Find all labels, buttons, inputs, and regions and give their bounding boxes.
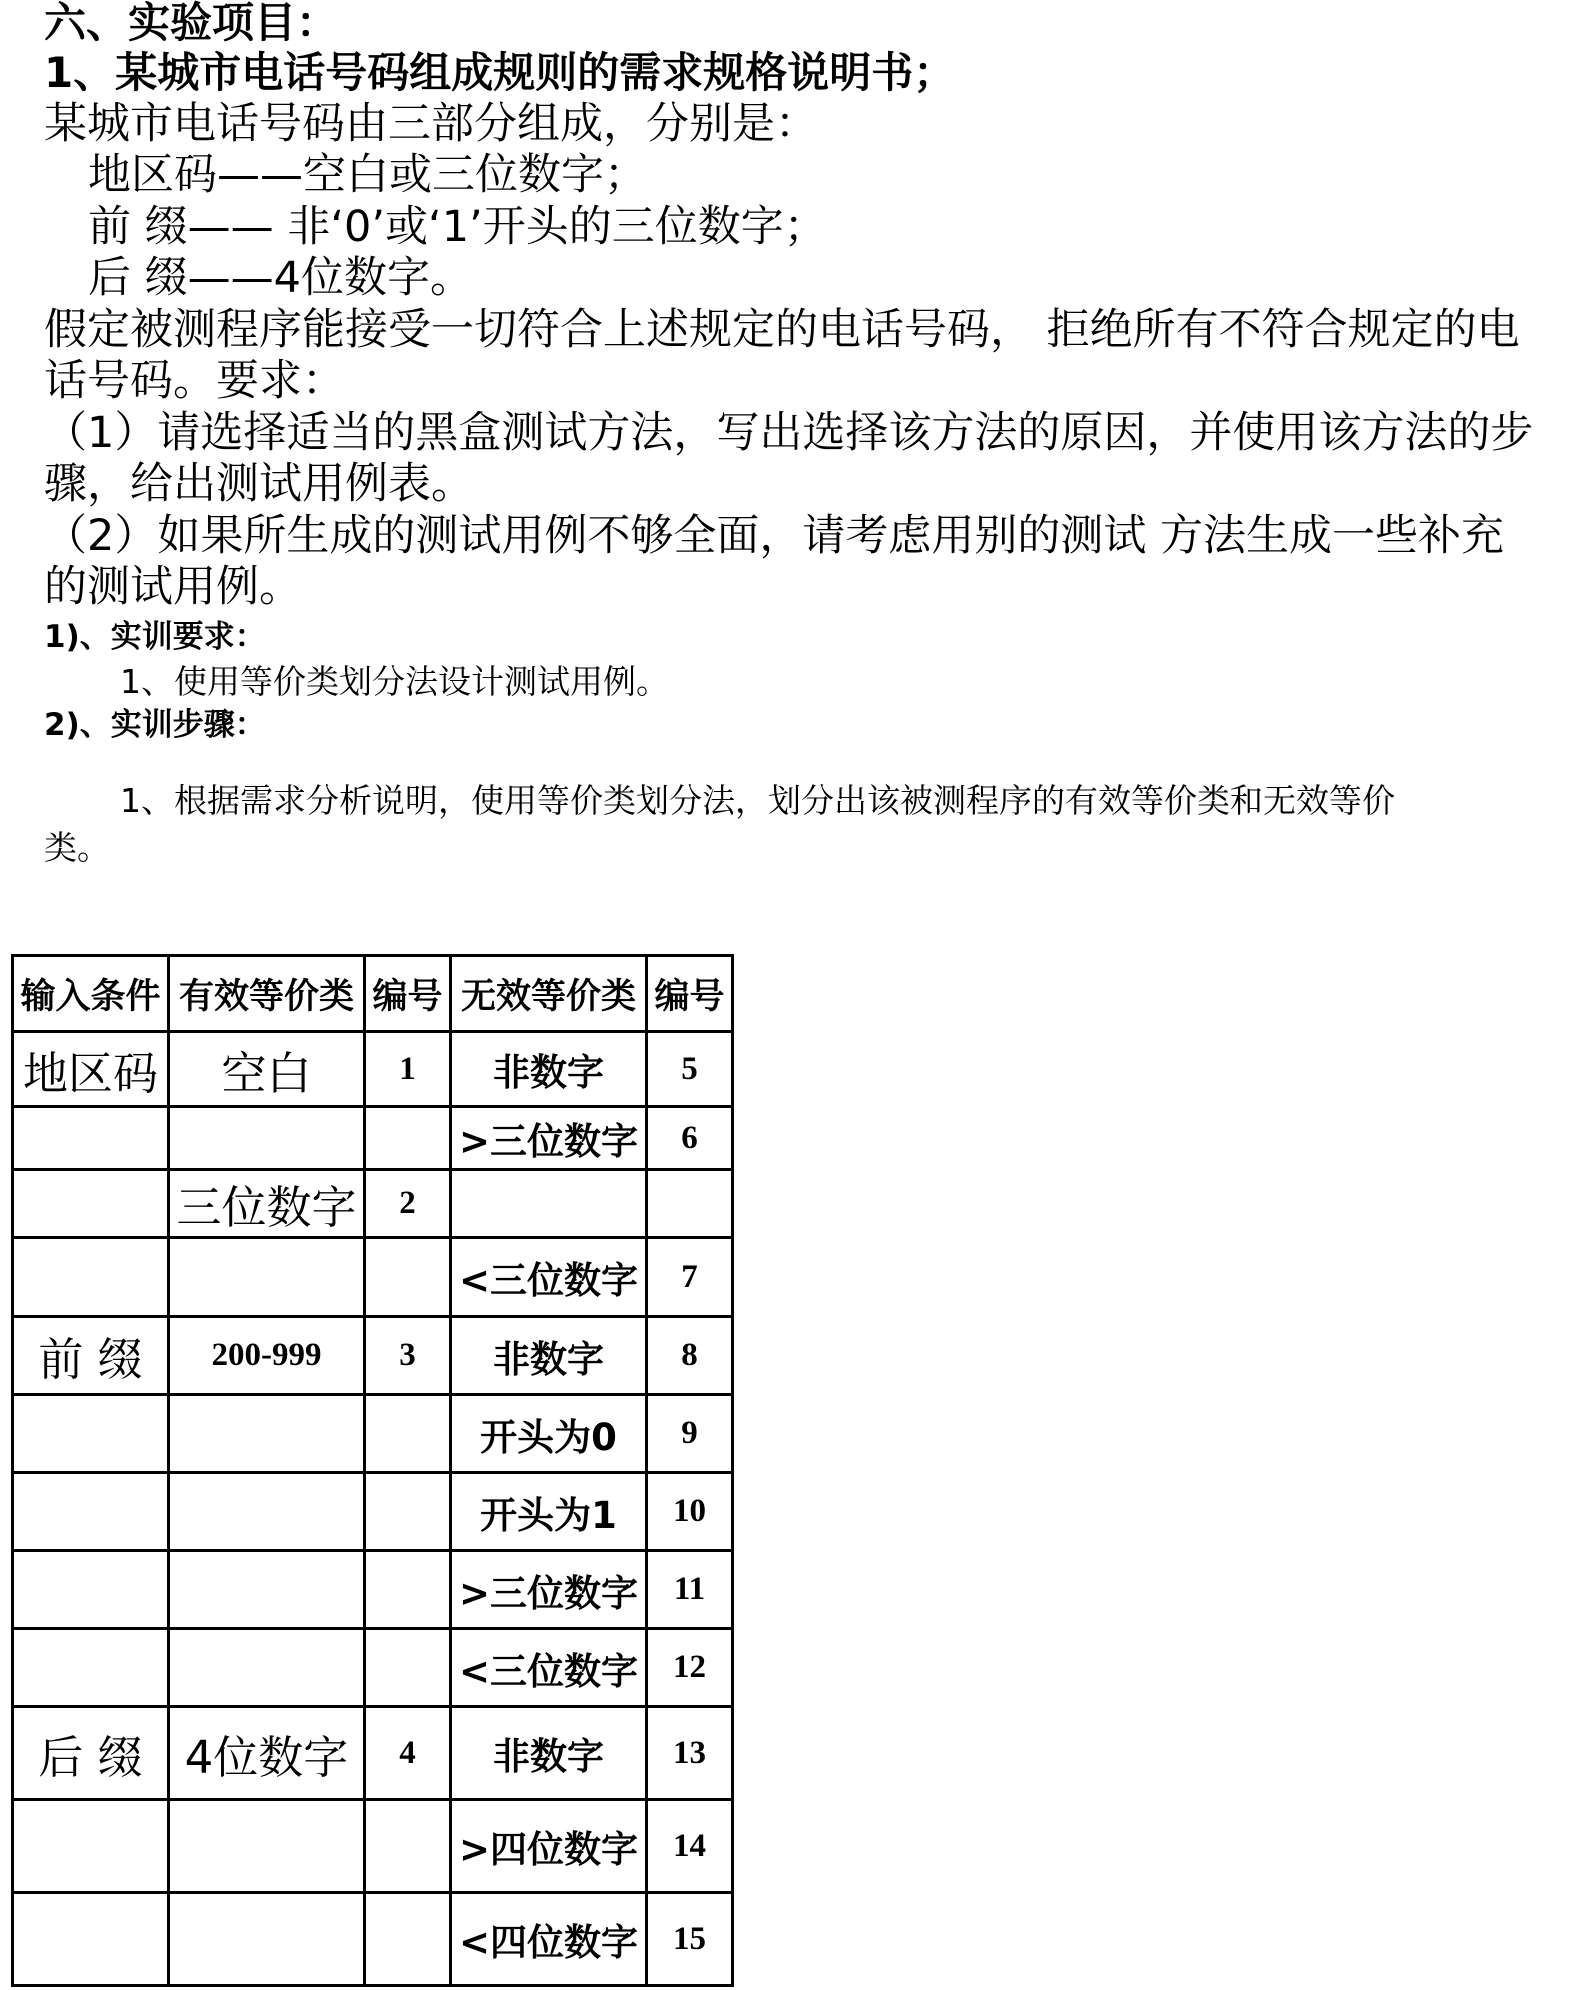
paragraph-line: 骤，给出测试用例表。 [44,459,474,509]
valid-class-cell: 4位数字 [169,1707,365,1800]
invalid-id-cell: 13 [647,1707,733,1800]
paragraph-line: 假定被测程序能接受一切符合上述规定的电话号码， 拒绝所有不符合规定的电 [44,305,1520,355]
paragraph-line: 话号码。要求： [44,356,345,406]
equivalence-class-table [11,954,734,1987]
paragraph-line: （2）如果所生成的测试用例不够全面，请考虑用别的测试 方法生成一些补充 [44,511,1505,561]
condition-cell [13,1551,169,1629]
valid-class-cell [169,1800,365,1893]
invalid-id-cell: 14 [647,1800,733,1893]
valid-class-cell [169,1551,365,1629]
training-steps-item: 1、根据需求分析说明，使用等价类划分法，划分出该被测程序的有效等价类和无效等价 [120,781,1395,820]
paragraph-line: 某城市电话号码由三部分组成，分别是： [44,99,818,149]
invalid-id-cell: 15 [647,1893,733,1986]
valid-class-cell [169,1238,365,1317]
valid-class-cell [169,1629,365,1707]
training-requirements-item: 1、使用等价类划分法设计测试用例。 [120,662,669,701]
invalid-class-cell: 非数字 [451,1032,647,1107]
condition-cell [13,1800,169,1893]
invalid-id-cell: 7 [647,1238,733,1317]
header-valid-class: 有效等价类 [169,956,365,1032]
valid-id-cell: 3 [365,1317,451,1395]
condition-cell [13,1107,169,1170]
condition-cell [13,1629,169,1707]
valid-class-cell [169,1395,365,1473]
valid-id-cell [365,1238,451,1317]
table-row [13,1629,733,1707]
header-invalid-class: 无效等价类 [451,956,647,1032]
table-row [13,1395,733,1473]
invalid-class-cell: >三位数字 [451,1107,647,1170]
invalid-class-cell: 开头为1 [451,1473,647,1551]
valid-id-cell [365,1395,451,1473]
section-heading: 六、实验项目： [44,0,339,47]
table-row [13,1032,733,1107]
invalid-id-cell: 8 [647,1317,733,1395]
valid-id-cell [365,1893,451,1986]
valid-class-cell [169,1473,365,1551]
header-invalid-id: 编号 [647,956,733,1032]
invalid-class-cell: >三位数字 [451,1551,647,1629]
paragraph-line: 地区码——空白或三位数字； [88,150,647,200]
table-row [13,1551,733,1629]
subheading: 1、某城市电话号码组成规则的需求规格说明书； [44,48,956,97]
valid-class-cell: 空白 [169,1032,365,1107]
valid-id-cell [365,1107,451,1170]
valid-id-cell [365,1629,451,1707]
valid-class-cell [169,1107,365,1170]
valid-id-cell: 2 [365,1170,451,1238]
condition-cell [13,1170,169,1238]
invalid-class-cell: 非数字 [451,1707,647,1800]
invalid-class-cell: <四位数字 [451,1893,647,1986]
invalid-class-cell: 开头为0 [451,1395,647,1473]
invalid-class-cell: <三位数字 [451,1629,647,1707]
invalid-id-cell [647,1170,733,1238]
condition-cell [13,1893,169,1986]
table-row [13,1170,733,1238]
valid-id-cell [365,1551,451,1629]
valid-class-cell: 三位数字 [169,1170,365,1238]
condition-cell: 地区码 [13,1032,169,1107]
invalid-class-cell [451,1170,647,1238]
table-row [13,1107,733,1170]
table-header-row [13,956,733,1032]
invalid-id-cell: 10 [647,1473,733,1551]
header-valid-id: 编号 [365,956,451,1032]
valid-id-cell [365,1800,451,1893]
condition-cell [13,1238,169,1317]
table-row [13,1800,733,1893]
table-row [13,1707,733,1800]
condition-cell [13,1473,169,1551]
condition-cell: 前 缀 [13,1317,169,1395]
table-row [13,1238,733,1317]
valid-class-cell [169,1893,365,1986]
invalid-class-cell: 非数字 [451,1317,647,1395]
paragraph-line: （1）请选择适当的黑盒测试方法，写出选择该方法的原因，并使用该方法的步 [44,408,1534,458]
invalid-id-cell: 11 [647,1551,733,1629]
valid-id-cell: 4 [365,1707,451,1800]
training-requirements-title: 1)、实训要求： [44,619,266,655]
valid-id-cell: 1 [365,1032,451,1107]
invalid-id-cell: 12 [647,1629,733,1707]
paragraph-line: 前 缀—— 非‘0’或‘1’开头的三位数字； [88,202,827,252]
training-steps-title: 2)、实训步骤： [44,707,266,743]
invalid-id-cell: 6 [647,1107,733,1170]
invalid-id-cell: 9 [647,1395,733,1473]
invalid-class-cell: <三位数字 [451,1238,647,1317]
valid-class-cell: 200-999 [169,1317,365,1395]
table-row [13,1317,733,1395]
condition-cell: 后 缀 [13,1707,169,1800]
paragraph-line: 的测试用例。 [44,562,302,612]
invalid-class-cell: >四位数字 [451,1800,647,1893]
condition-cell [13,1395,169,1473]
training-steps-item-continued: 类。 [44,828,110,867]
paragraph-line: 后 缀——4位数字。 [88,253,474,303]
valid-id-cell [365,1473,451,1551]
table-row [13,1893,733,1986]
table-row [13,1473,733,1551]
header-input-condition: 输入条件 [13,956,169,1032]
invalid-id-cell: 5 [647,1032,733,1107]
